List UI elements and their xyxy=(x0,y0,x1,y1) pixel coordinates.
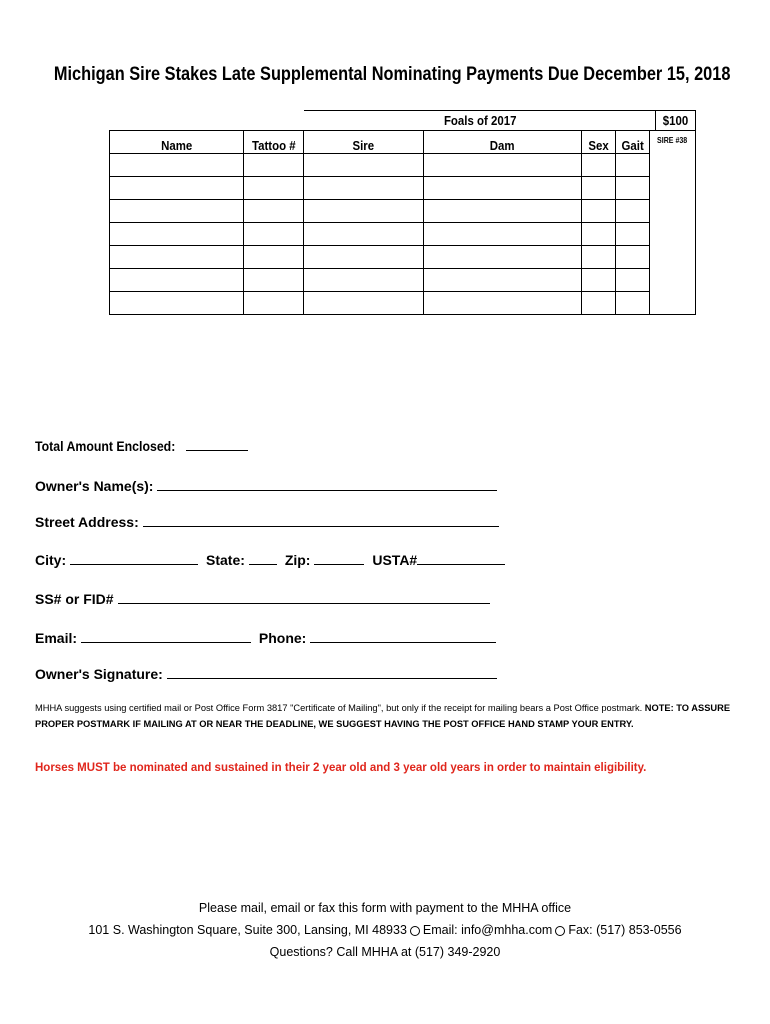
table-row xyxy=(110,223,696,246)
phone-label: Phone: xyxy=(258,630,307,646)
ss-fid-field xyxy=(35,589,494,607)
table-row xyxy=(110,154,696,177)
state-label: State: xyxy=(206,552,245,568)
footer-line-3: Questions? Call MHHA at (517) 349-2920 xyxy=(269,945,501,959)
eligibility-warning: Horses MUST be nominated and sustained in their 2 year old and 3 year old years in order to maintain eligibility. xyxy=(35,762,647,774)
signature-line[interactable] xyxy=(167,664,497,679)
ss-fid-line[interactable] xyxy=(118,589,490,604)
total-amount-line[interactable] xyxy=(186,436,248,451)
table-group-header-row xyxy=(110,110,696,131)
footer-contact-line xyxy=(0,923,770,937)
phone-line[interactable] xyxy=(310,628,496,643)
city-state-zip-field xyxy=(35,550,509,568)
mailing-note xyxy=(35,700,735,732)
signature-label: Owner's Signature: xyxy=(35,666,163,682)
mailing-note-bold: NOTE: TO ASSURE PROPER POSTMARK IF MAILING AT OR NEAR THE DEADLINE, WE SUGGEST HAVING THE POST OFFICE HAND STAMP YOUR ENTRY. xyxy=(35,703,731,729)
email-line[interactable] xyxy=(81,628,251,643)
table-row xyxy=(110,269,696,292)
circle-separator-icon xyxy=(410,926,420,936)
street-address-label: Street Address: xyxy=(35,514,139,530)
mailing-note-text: MHHA suggests using certified mail or Post Office Form 3817 "Certificate of Mailing", but only if the receipt for mailing bears a Post Office postmark. xyxy=(35,703,643,713)
owners-names-label: Owner's Name(s): xyxy=(35,478,154,494)
sire-number: SIRE #38 xyxy=(650,131,696,315)
table-row xyxy=(110,292,696,315)
foals-header: Foals of 2017 xyxy=(304,110,657,130)
city-label: City: xyxy=(35,552,67,568)
col-tattoo: Tattoo # xyxy=(244,131,304,154)
table-column-header-row xyxy=(110,131,696,154)
col-sex: Sex xyxy=(582,131,616,154)
email-label: Email: xyxy=(35,630,78,646)
col-dam: Dam xyxy=(424,131,582,154)
table-row xyxy=(110,177,696,200)
email-phone-field xyxy=(35,628,500,646)
street-address-field xyxy=(35,512,503,530)
footer-fax: Fax: (517) 853-0556 xyxy=(568,923,682,937)
price-header: $100 xyxy=(656,110,695,130)
circle-separator-icon xyxy=(555,926,565,936)
signature-field xyxy=(35,664,501,682)
owners-names-line[interactable] xyxy=(157,476,497,491)
col-gait: Gait xyxy=(616,131,650,154)
col-name: Name xyxy=(110,131,244,154)
usta-line[interactable] xyxy=(417,550,505,565)
ss-fid-label: SS# or FID# xyxy=(35,591,114,607)
usta-label: USTA# xyxy=(372,552,418,568)
city-line[interactable] xyxy=(70,550,198,565)
table-row xyxy=(110,200,696,223)
state-line[interactable] xyxy=(249,550,277,565)
col-sire: Sire xyxy=(304,131,424,154)
street-address-line[interactable] xyxy=(143,512,499,527)
total-amount-field xyxy=(35,436,252,454)
total-amount-label: Total Amount Enclosed: xyxy=(35,438,176,454)
page-title: Michigan Sire Stakes Late Supplemental Nominating Payments Due December 15, 2018 xyxy=(53,64,731,85)
footer-email: Email: info@mhha.com xyxy=(422,923,553,937)
table-row xyxy=(110,246,696,269)
footer-address: 101 S. Washington Square, Suite 300, Lansing, MI 48933 xyxy=(88,923,407,937)
nomination-table xyxy=(109,110,696,315)
zip-label: Zip: xyxy=(284,552,311,568)
footer-line-1: Please mail, email or fax this form with payment to the MHHA office xyxy=(198,901,572,915)
zip-line[interactable] xyxy=(314,550,364,565)
owners-names-field xyxy=(35,476,501,494)
